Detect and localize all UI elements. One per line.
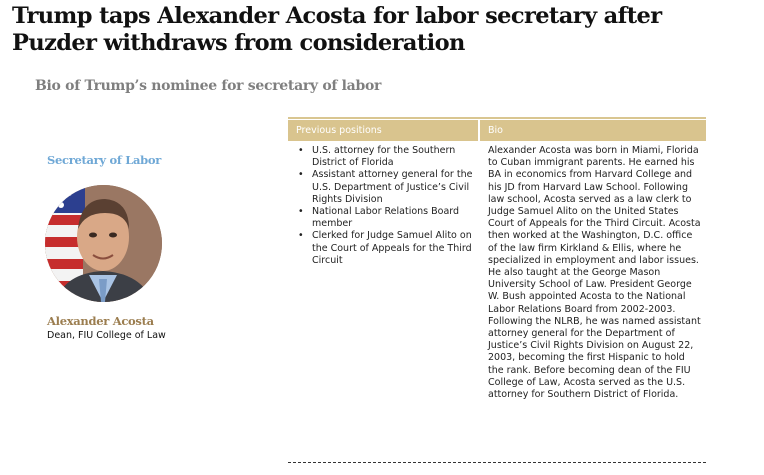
table-body-row <box>288 141 706 401</box>
list-item: • National Labor Relations Board member <box>298 206 474 230</box>
header-previous-positions: Previous positions <box>288 120 478 141</box>
portrait-image-icon <box>45 185 162 302</box>
person-title: Dean, FIU College of Law <box>47 330 166 341</box>
positions-list <box>298 145 474 267</box>
bio-table <box>288 117 706 401</box>
dashed-divider <box>288 462 706 463</box>
headline: Trump taps Alexander Acosta for labor secretary after Puzder withdraws from consideration <box>12 3 662 56</box>
portrait-photo <box>45 185 162 302</box>
subheadline: Bio of Trump’s nominee for secretary of labor <box>35 78 382 94</box>
list-item: • U.S. attorney for the Southern District of Florida <box>298 145 474 169</box>
person-name: Alexander Acosta <box>47 314 154 328</box>
role-label: Secretary of Labor <box>47 153 162 167</box>
header-bio: Bio <box>480 120 706 141</box>
bio-cell: Alexander Acosta was born in Miami, Florida to Cuban immigrant parents. He earned his BA in economics from Harvard College and his JD from Harvard Law School. Following law school, Acosta served as a law clerk to Judge Samuel Alito on the United States Court of Appeals for the Third Circuit. Acosta then worked at the Washington, D.C. office of the law firm Kirkland & Ellis, where he specialized in employment and labor issues. He also taught at the George Mason University School of Law. President George W. Bush appointed Acosta to the National Labor Relations Board from 2002-2003. Following the NLRB, he was named assistant attorney general for the Department of Justice’s Civil Rights Division on August 22, 2003, becoming the first Hispanic to hold the rank. Before becoming dean of the FIU College of Law, Acosta served as the U.S. attorney for Southern District of Florida. <box>488 145 701 401</box>
list-item: • Assistant attorney general for the U.S. Department of Justice’s Civil Rights Division <box>298 169 474 206</box>
list-item: • Clerked for Judge Samuel Alito on the Court of Appeals for the Third Circuit <box>298 230 474 267</box>
previous-positions-cell <box>288 145 480 401</box>
table-header-row <box>288 117 706 141</box>
